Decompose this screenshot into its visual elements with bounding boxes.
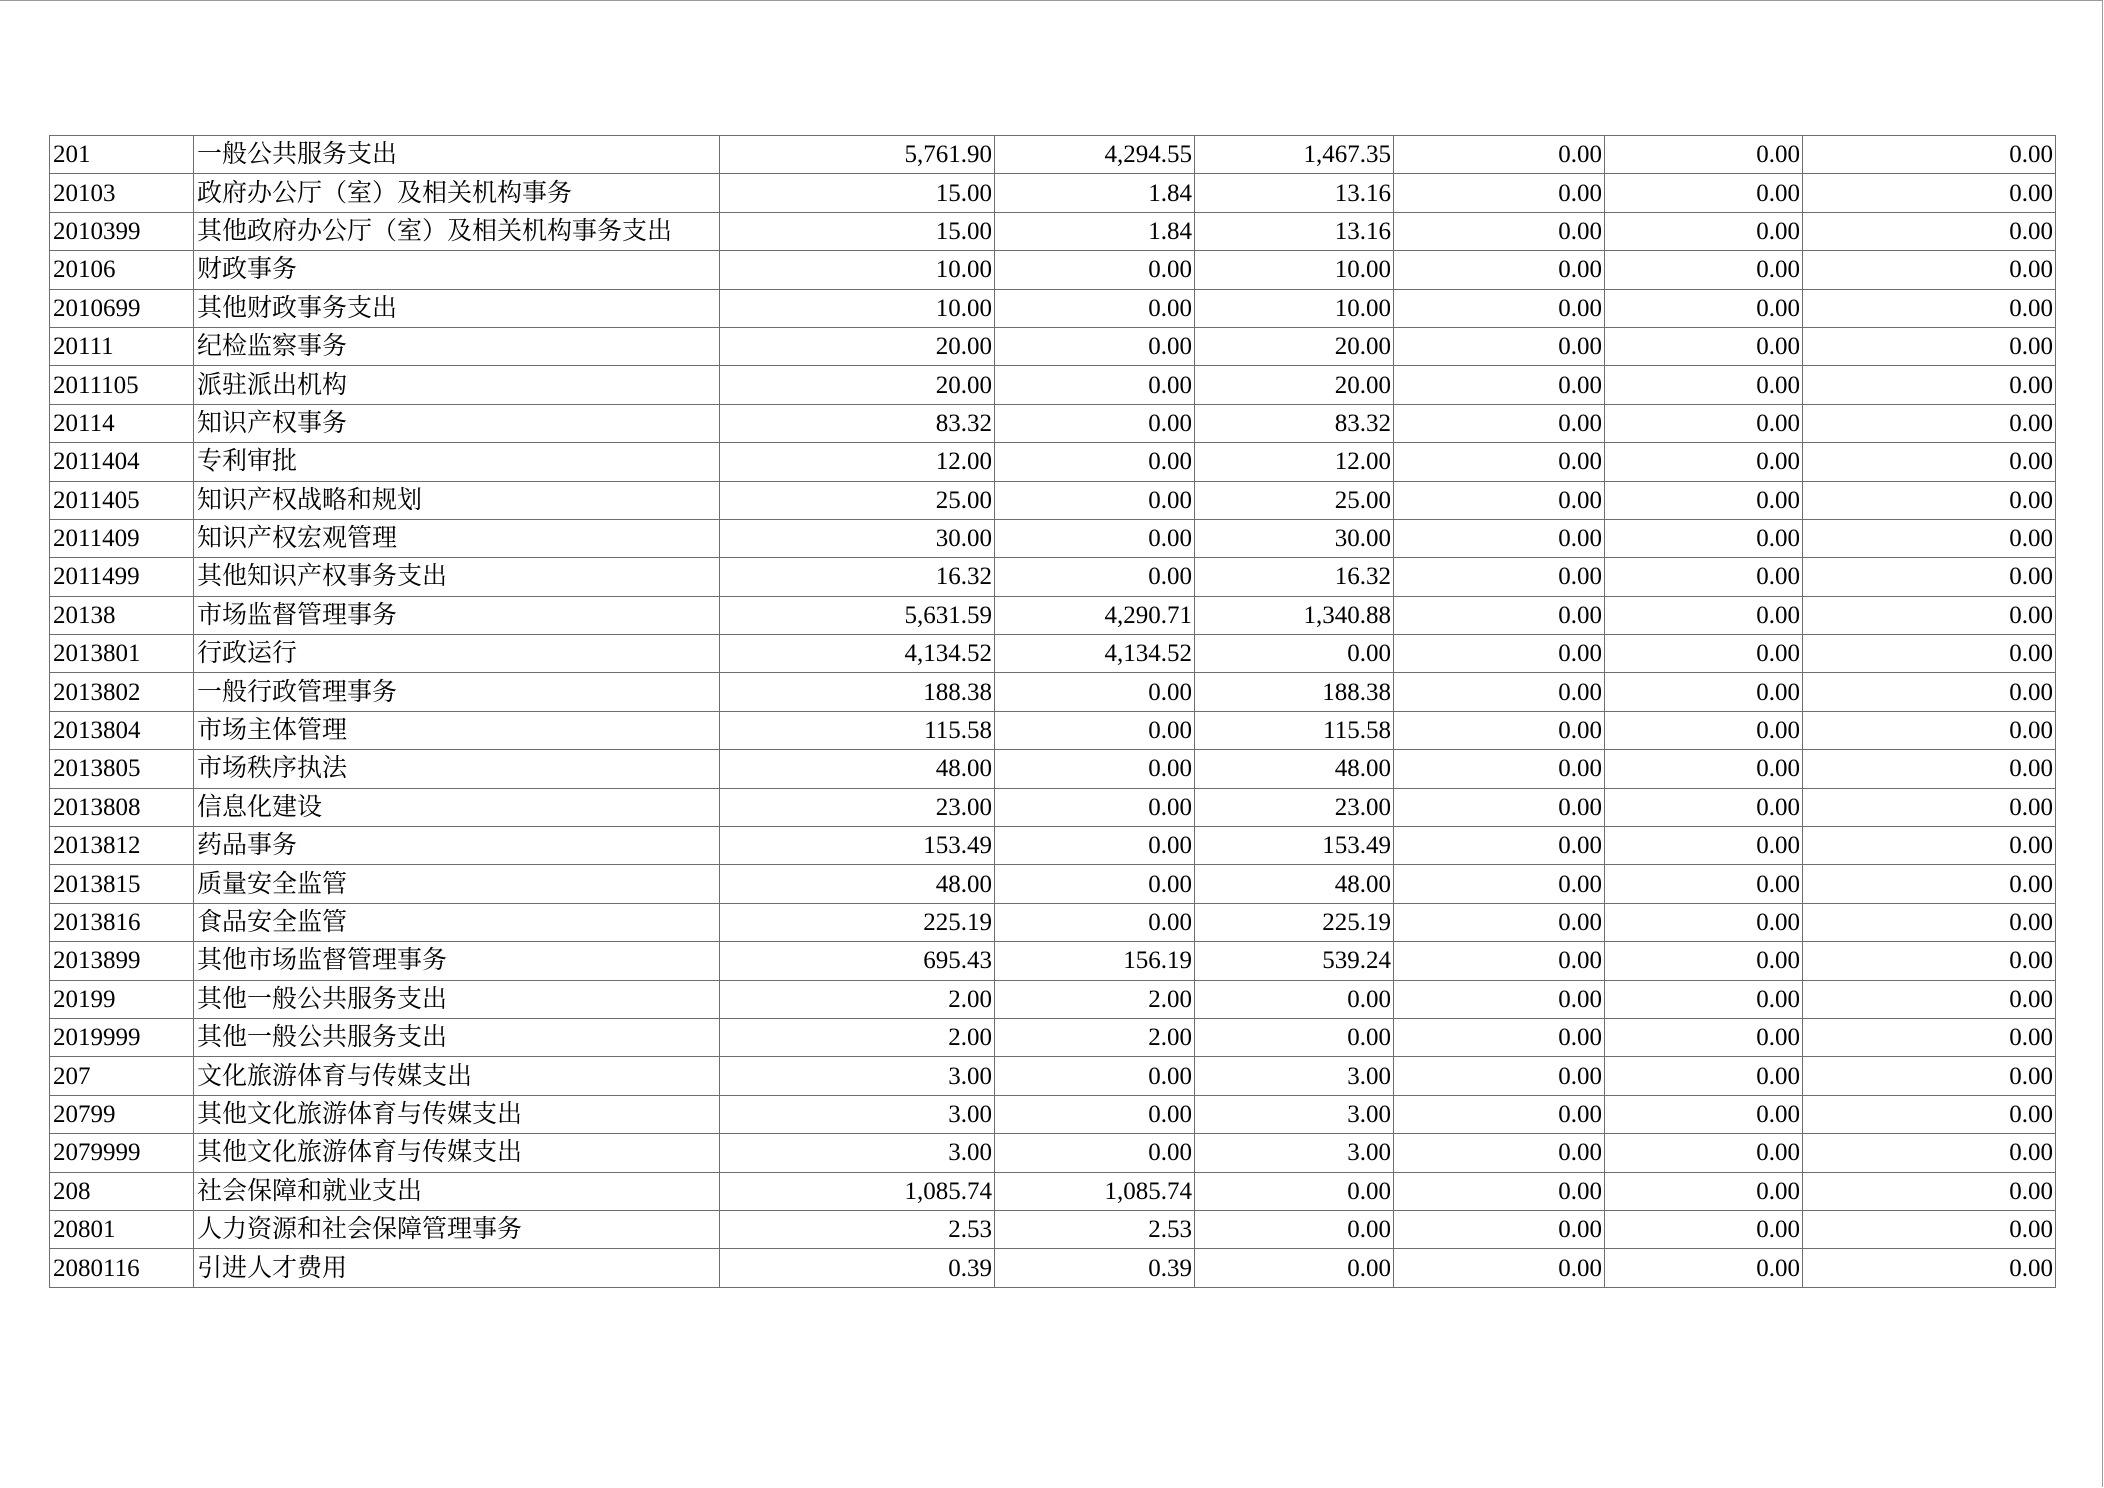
col4-value-cell: 0.00 [1394,942,1605,980]
table-row [50,903,2056,941]
subject-code-cell: 2080116 [50,1249,194,1287]
total-value-cell: 188.38 [720,673,995,711]
subject-name-cell: 社会保障和就业支出 [194,1172,720,1210]
total-value-cell: 5,761.90 [720,136,995,174]
subject-code-cell: 2013801 [50,635,194,673]
subject-name-cell: 食品安全监管 [194,903,720,941]
basic-value-cell: 1,085.74 [995,1172,1195,1210]
basic-value-cell: 4,134.52 [995,635,1195,673]
project-value-cell: 0.00 [1195,1018,1394,1056]
total-value-cell: 5,631.59 [720,596,995,634]
basic-value-cell: 0.00 [995,711,1195,749]
table-row [50,404,2056,442]
subject-code-cell: 2011105 [50,366,194,404]
col4-value-cell: 0.00 [1394,827,1605,865]
subject-code-cell: 20103 [50,174,194,212]
project-value-cell: 3.00 [1195,1134,1394,1172]
col5-value-cell: 0.00 [1605,558,1803,596]
col5-value-cell: 0.00 [1605,1249,1803,1287]
col4-value-cell: 0.00 [1394,519,1605,557]
basic-value-cell: 0.00 [995,865,1195,903]
subject-code-cell: 20106 [50,251,194,289]
subject-code-cell: 2013808 [50,788,194,826]
subject-code-cell: 2011499 [50,558,194,596]
project-value-cell: 0.00 [1195,1210,1394,1248]
project-value-cell: 153.49 [1195,827,1394,865]
total-value-cell: 0.39 [720,1249,995,1287]
col6-value-cell: 0.00 [1803,327,2056,365]
col6-value-cell: 0.00 [1803,711,2056,749]
table-row [50,1057,2056,1095]
col5-value-cell: 0.00 [1605,1134,1803,1172]
subject-code-cell: 20799 [50,1095,194,1133]
project-value-cell: 20.00 [1195,327,1394,365]
col5-value-cell: 0.00 [1605,1210,1803,1248]
basic-value-cell: 0.39 [995,1249,1195,1287]
project-value-cell: 225.19 [1195,903,1394,941]
subject-code-cell: 208 [50,1172,194,1210]
table-row [50,980,2056,1018]
subject-code-cell: 2013816 [50,903,194,941]
col5-value-cell: 0.00 [1605,788,1803,826]
col6-value-cell: 0.00 [1803,827,2056,865]
subject-name-cell: 知识产权事务 [194,404,720,442]
subject-code-cell: 2011404 [50,443,194,481]
total-value-cell: 25.00 [720,481,995,519]
project-value-cell: 13.16 [1195,174,1394,212]
col5-value-cell: 0.00 [1605,827,1803,865]
col5-value-cell: 0.00 [1605,443,1803,481]
col6-value-cell: 0.00 [1803,596,2056,634]
table-row [50,519,2056,557]
col4-value-cell: 0.00 [1394,481,1605,519]
col4-value-cell: 0.00 [1394,980,1605,1018]
basic-value-cell: 0.00 [995,327,1195,365]
col5-value-cell: 0.00 [1605,673,1803,711]
table-row [50,251,2056,289]
subject-name-cell: 市场主体管理 [194,711,720,749]
col6-value-cell: 0.00 [1803,1134,2056,1172]
col4-value-cell: 0.00 [1394,596,1605,634]
project-value-cell: 48.00 [1195,865,1394,903]
project-value-cell: 0.00 [1195,980,1394,1018]
col6-value-cell: 0.00 [1803,788,2056,826]
table-row [50,827,2056,865]
project-value-cell: 0.00 [1195,1249,1394,1287]
subject-code-cell: 2011405 [50,481,194,519]
table-row [50,865,2056,903]
subject-name-cell: 文化旅游体育与传媒支出 [194,1057,720,1095]
subject-name-cell: 政府办公厅（室）及相关机构事务 [194,174,720,212]
col5-value-cell: 0.00 [1605,136,1803,174]
subject-code-cell: 20111 [50,327,194,365]
subject-name-cell: 信息化建设 [194,788,720,826]
subject-name-cell: 质量安全监管 [194,865,720,903]
subject-name-cell: 其他文化旅游体育与传媒支出 [194,1134,720,1172]
total-value-cell: 4,134.52 [720,635,995,673]
subject-code-cell: 2011409 [50,519,194,557]
project-value-cell: 10.00 [1195,251,1394,289]
total-value-cell: 2.53 [720,1210,995,1248]
project-value-cell: 12.00 [1195,443,1394,481]
col6-value-cell: 0.00 [1803,251,2056,289]
col5-value-cell: 0.00 [1605,1172,1803,1210]
col6-value-cell: 0.00 [1803,1095,2056,1133]
table-row [50,136,2056,174]
col6-value-cell: 0.00 [1803,366,2056,404]
total-value-cell: 20.00 [720,327,995,365]
project-value-cell: 0.00 [1195,635,1394,673]
total-value-cell: 2.00 [720,980,995,1018]
subject-code-cell: 2013815 [50,865,194,903]
col4-value-cell: 0.00 [1394,1095,1605,1133]
project-value-cell: 3.00 [1195,1095,1394,1133]
total-value-cell: 153.49 [720,827,995,865]
table-row [50,711,2056,749]
subject-code-cell: 2010699 [50,289,194,327]
col4-value-cell: 0.00 [1394,366,1605,404]
subject-code-cell: 20199 [50,980,194,1018]
project-value-cell: 115.58 [1195,711,1394,749]
total-value-cell: 10.00 [720,289,995,327]
subject-code-cell: 2013802 [50,673,194,711]
subject-code-cell: 2010399 [50,212,194,250]
total-value-cell: 16.32 [720,558,995,596]
project-value-cell: 13.16 [1195,212,1394,250]
basic-value-cell: 0.00 [995,519,1195,557]
basic-value-cell: 0.00 [995,558,1195,596]
col4-value-cell: 0.00 [1394,1249,1605,1287]
subject-name-cell: 其他一般公共服务支出 [194,1018,720,1056]
table-row [50,596,2056,634]
subject-name-cell: 专利审批 [194,443,720,481]
total-value-cell: 15.00 [720,174,995,212]
total-value-cell: 3.00 [720,1134,995,1172]
col5-value-cell: 0.00 [1605,366,1803,404]
project-value-cell: 23.00 [1195,788,1394,826]
col5-value-cell: 0.00 [1605,327,1803,365]
table-row [50,788,2056,826]
subject-name-cell: 财政事务 [194,251,720,289]
total-value-cell: 3.00 [720,1057,995,1095]
col6-value-cell: 0.00 [1803,174,2056,212]
subject-name-cell: 人力资源和社会保障管理事务 [194,1210,720,1248]
subject-code-cell: 2013899 [50,942,194,980]
col4-value-cell: 0.00 [1394,903,1605,941]
basic-value-cell: 0.00 [995,750,1195,788]
col5-value-cell: 0.00 [1605,903,1803,941]
col6-value-cell: 0.00 [1803,558,2056,596]
project-value-cell: 30.00 [1195,519,1394,557]
table-row [50,289,2056,327]
col4-value-cell: 0.00 [1394,1172,1605,1210]
col6-value-cell: 0.00 [1803,980,2056,1018]
col5-value-cell: 0.00 [1605,1018,1803,1056]
project-value-cell: 188.38 [1195,673,1394,711]
subject-code-cell: 20138 [50,596,194,634]
col6-value-cell: 0.00 [1803,481,2056,519]
budget-table-body [50,136,2056,1288]
col5-value-cell: 0.00 [1605,174,1803,212]
subject-name-cell: 一般公共服务支出 [194,136,720,174]
col5-value-cell: 0.00 [1605,519,1803,557]
basic-value-cell: 0.00 [995,1095,1195,1133]
total-value-cell: 695.43 [720,942,995,980]
subject-name-cell: 其他一般公共服务支出 [194,980,720,1018]
table-row [50,635,2056,673]
basic-value-cell: 1.84 [995,212,1195,250]
col5-value-cell: 0.00 [1605,481,1803,519]
col4-value-cell: 0.00 [1394,1018,1605,1056]
subject-name-cell: 纪检监察事务 [194,327,720,365]
col6-value-cell: 0.00 [1803,1057,2056,1095]
col4-value-cell: 0.00 [1394,711,1605,749]
basic-value-cell: 2.00 [995,980,1195,1018]
total-value-cell: 225.19 [720,903,995,941]
col5-value-cell: 0.00 [1605,596,1803,634]
project-value-cell: 16.32 [1195,558,1394,596]
col4-value-cell: 0.00 [1394,174,1605,212]
total-value-cell: 20.00 [720,366,995,404]
table-row [50,558,2056,596]
col6-value-cell: 0.00 [1803,519,2056,557]
total-value-cell: 3.00 [720,1095,995,1133]
basic-value-cell: 2.53 [995,1210,1195,1248]
table-row [50,1134,2056,1172]
basic-value-cell: 0.00 [995,481,1195,519]
project-value-cell: 10.00 [1195,289,1394,327]
col4-value-cell: 0.00 [1394,404,1605,442]
col6-value-cell: 0.00 [1803,1172,2056,1210]
col6-value-cell: 0.00 [1803,404,2056,442]
col6-value-cell: 0.00 [1803,289,2056,327]
col6-value-cell: 0.00 [1803,1249,2056,1287]
col5-value-cell: 0.00 [1605,212,1803,250]
col5-value-cell: 0.00 [1605,1095,1803,1133]
subject-name-cell: 市场监督管理事务 [194,596,720,634]
table-row [50,327,2056,365]
total-value-cell: 115.58 [720,711,995,749]
project-value-cell: 3.00 [1195,1057,1394,1095]
project-value-cell: 539.24 [1195,942,1394,980]
basic-value-cell: 0.00 [995,827,1195,865]
total-value-cell: 83.32 [720,404,995,442]
basic-value-cell: 0.00 [995,673,1195,711]
subject-code-cell: 2079999 [50,1134,194,1172]
subject-name-cell: 其他知识产权事务支出 [194,558,720,596]
subject-name-cell: 引进人才费用 [194,1249,720,1287]
basic-value-cell: 0.00 [995,404,1195,442]
col4-value-cell: 0.00 [1394,289,1605,327]
subject-name-cell: 知识产权战略和规划 [194,481,720,519]
col6-value-cell: 0.00 [1803,903,2056,941]
col6-value-cell: 0.00 [1803,443,2056,481]
col4-value-cell: 0.00 [1394,212,1605,250]
col4-value-cell: 0.00 [1394,1057,1605,1095]
col6-value-cell: 0.00 [1803,673,2056,711]
table-row [50,1249,2056,1287]
table-row [50,366,2056,404]
col5-value-cell: 0.00 [1605,1057,1803,1095]
project-value-cell: 25.00 [1195,481,1394,519]
subject-code-cell: 201 [50,136,194,174]
col6-value-cell: 0.00 [1803,750,2056,788]
subject-name-cell: 行政运行 [194,635,720,673]
col4-value-cell: 0.00 [1394,1210,1605,1248]
col6-value-cell: 0.00 [1803,136,2056,174]
subject-name-cell: 其他市场监督管理事务 [194,942,720,980]
project-value-cell: 1,467.35 [1195,136,1394,174]
col5-value-cell: 0.00 [1605,404,1803,442]
total-value-cell: 2.00 [720,1018,995,1056]
table-row [50,1095,2056,1133]
subject-name-cell: 其他文化旅游体育与传媒支出 [194,1095,720,1133]
budget-table [49,135,2056,1288]
subject-name-cell: 市场秩序执法 [194,750,720,788]
basic-value-cell: 0.00 [995,1057,1195,1095]
total-value-cell: 48.00 [720,750,995,788]
col6-value-cell: 0.00 [1803,212,2056,250]
col4-value-cell: 0.00 [1394,443,1605,481]
subject-name-cell: 药品事务 [194,827,720,865]
basic-value-cell: 4,294.55 [995,136,1195,174]
subject-name-cell: 知识产权宏观管理 [194,519,720,557]
table-row [50,1018,2056,1056]
total-value-cell: 10.00 [720,251,995,289]
subject-name-cell: 一般行政管理事务 [194,673,720,711]
table-row [50,443,2056,481]
col5-value-cell: 0.00 [1605,750,1803,788]
basic-value-cell: 156.19 [995,942,1195,980]
basic-value-cell: 4,290.71 [995,596,1195,634]
subject-code-cell: 20801 [50,1210,194,1248]
project-value-cell: 0.00 [1195,1172,1394,1210]
subject-code-cell: 20114 [50,404,194,442]
total-value-cell: 1,085.74 [720,1172,995,1210]
col5-value-cell: 0.00 [1605,711,1803,749]
col6-value-cell: 0.00 [1803,635,2056,673]
col4-value-cell: 0.00 [1394,136,1605,174]
subject-code-cell: 2013804 [50,711,194,749]
col4-value-cell: 0.00 [1394,251,1605,289]
col4-value-cell: 0.00 [1394,673,1605,711]
col6-value-cell: 0.00 [1803,865,2056,903]
subject-name-cell: 派驻派出机构 [194,366,720,404]
col4-value-cell: 0.00 [1394,865,1605,903]
col4-value-cell: 0.00 [1394,1134,1605,1172]
col5-value-cell: 0.00 [1605,251,1803,289]
project-value-cell: 48.00 [1195,750,1394,788]
project-value-cell: 1,340.88 [1195,596,1394,634]
col4-value-cell: 0.00 [1394,788,1605,826]
table-row [50,174,2056,212]
subject-code-cell: 2019999 [50,1018,194,1056]
basic-value-cell: 0.00 [995,289,1195,327]
basic-value-cell: 0.00 [995,251,1195,289]
basic-value-cell: 0.00 [995,1134,1195,1172]
basic-value-cell: 1.84 [995,174,1195,212]
table-row [50,942,2056,980]
basic-value-cell: 0.00 [995,366,1195,404]
total-value-cell: 12.00 [720,443,995,481]
table-row [50,1172,2056,1210]
col6-value-cell: 0.00 [1803,1210,2056,1248]
col5-value-cell: 0.00 [1605,635,1803,673]
col6-value-cell: 0.00 [1803,1018,2056,1056]
col6-value-cell: 0.00 [1803,942,2056,980]
subject-code-cell: 2013812 [50,827,194,865]
col5-value-cell: 0.00 [1605,289,1803,327]
table-row [50,673,2056,711]
subject-name-cell: 其他财政事务支出 [194,289,720,327]
table-row [50,750,2056,788]
col5-value-cell: 0.00 [1605,865,1803,903]
total-value-cell: 23.00 [720,788,995,826]
col4-value-cell: 0.00 [1394,750,1605,788]
project-value-cell: 83.32 [1195,404,1394,442]
subject-code-cell: 2013805 [50,750,194,788]
subject-code-cell: 207 [50,1057,194,1095]
basic-value-cell: 0.00 [995,903,1195,941]
total-value-cell: 30.00 [720,519,995,557]
table-row [50,212,2056,250]
col4-value-cell: 0.00 [1394,327,1605,365]
table-row [50,1210,2056,1248]
total-value-cell: 15.00 [720,212,995,250]
col5-value-cell: 0.00 [1605,980,1803,1018]
basic-value-cell: 0.00 [995,788,1195,826]
col4-value-cell: 0.00 [1394,635,1605,673]
table-row [50,481,2056,519]
project-value-cell: 20.00 [1195,366,1394,404]
subject-name-cell: 其他政府办公厅（室）及相关机构事务支出 [194,212,720,250]
col5-value-cell: 0.00 [1605,942,1803,980]
basic-value-cell: 2.00 [995,1018,1195,1056]
basic-value-cell: 0.00 [995,443,1195,481]
total-value-cell: 48.00 [720,865,995,903]
col4-value-cell: 0.00 [1394,558,1605,596]
